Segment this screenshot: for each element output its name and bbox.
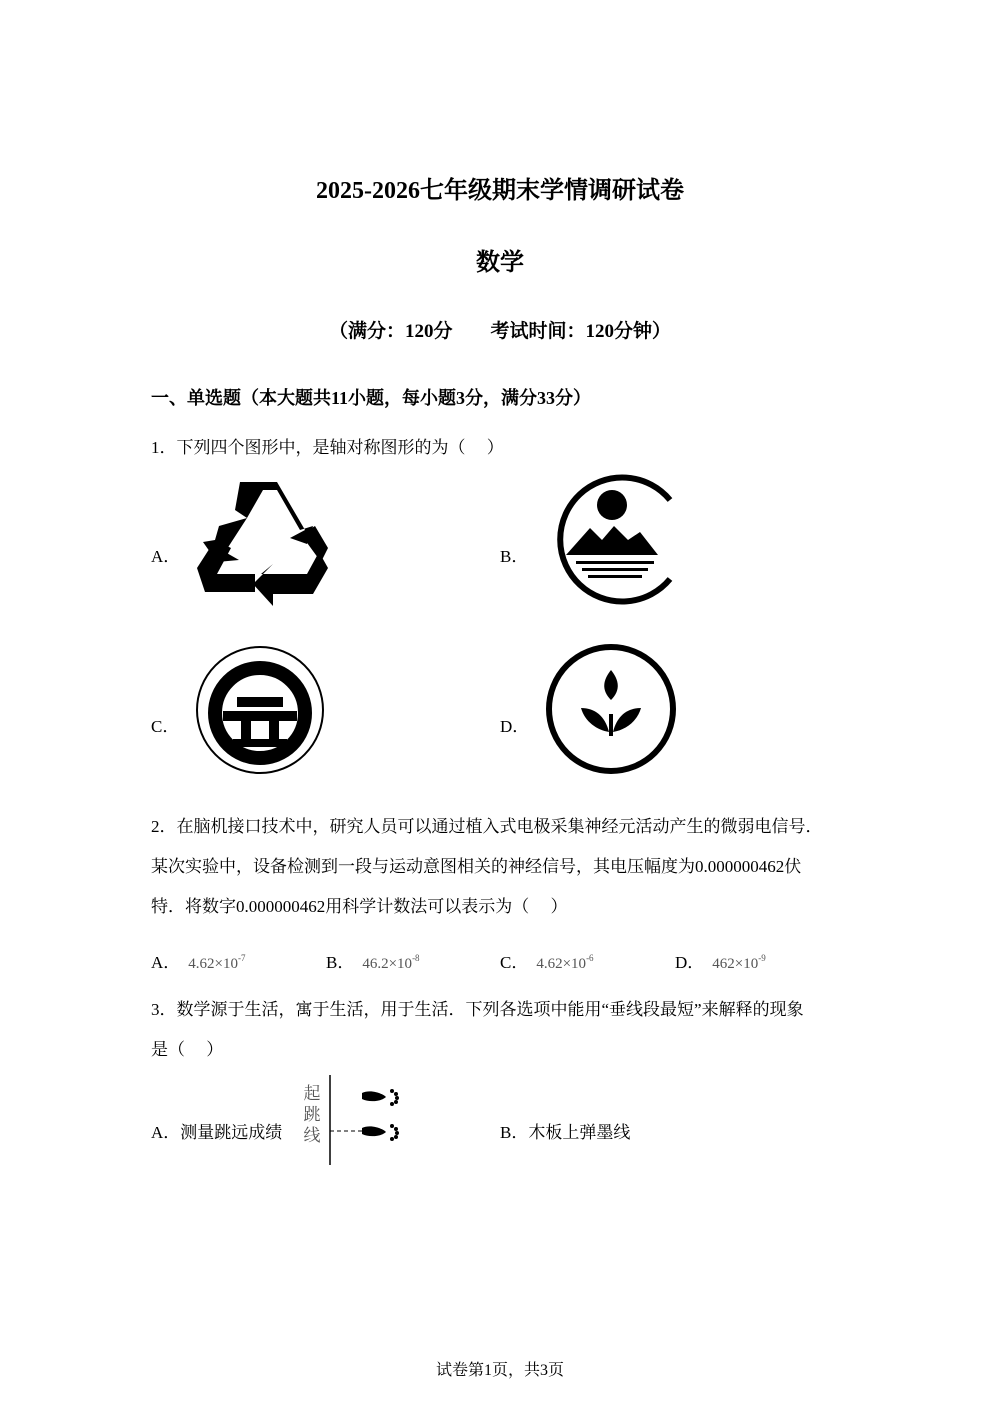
page-footer: 试卷第1页，共3页 [435,1362,564,1379]
question-2-line-1: 2．在脑机接口技术中，研究人员可以通过植入式电极采集神经元活动产生的微弱电信号． [151,817,823,836]
q2-option-a [151,948,246,973]
q2-option-a-label: A． [151,953,181,972]
q2-option-b-label: B． [326,953,355,972]
q2-option-c-label: C． [500,953,529,972]
takeoff-line-label: 起 跳 线 [303,1084,321,1145]
sun-mountain-logo-icon [542,472,677,607]
footprint-diagram [298,1075,408,1167]
q3-option-a-label: A．测量跳远成绩 [151,1123,283,1142]
question-2-line-3: 特．将数字0.000000462用科学计数法可以表示为（ ） [151,897,568,916]
section-heading: 一、单选题（本大题共11小题，每小题3分，满分33分） [151,388,592,408]
question-3-line-2: 是（ ） [151,1040,224,1059]
q2-option-d-label: D． [675,953,705,972]
q2-option-b [326,948,420,973]
q2-option-d [675,948,766,973]
q2-option-a-value: $4.62\times 10^{-7}$ [188,953,246,972]
subject-title: 数学 [476,250,524,276]
q2-option-c [500,948,594,973]
question-2-line-2: 某次实验中，设备检测到一段与运动意图相关的神经信号，其电压幅度为0.000000462伏 [151,857,802,876]
q2-option-b-value: $46.2\times 10^{-8}$ [362,953,420,972]
q2-option-c-value: $4.62\times 10^{-6}$ [536,953,594,972]
sprout-icon [543,642,679,776]
exam-title: 2025-2026七年级期末学情调研试卷 [316,178,684,204]
q1-option-b-label: B． [500,547,529,566]
q1-option-a-label: A． [151,547,181,566]
q3-option-b-label: B．木板上弹墨线 [500,1123,631,1142]
long-jump-figure [298,1075,408,1167]
recycle-icon [195,482,330,607]
exam-meta: （满分：120分 考试时间：120分钟） [328,321,671,342]
q1-option-c-label: C． [151,717,180,736]
q2-option-d-value: $462\times 10^{-9}$ [712,953,766,972]
q1-option-d-label: D． [500,717,530,736]
question-1-stem: 1．下列四个图形中，是轴对称图形的为（ ） [151,438,504,457]
gate-emblem-icon [193,645,328,775]
question-3-line-1: 3．数学源于生活，寓于生活，用于生活．下列各选项中能用“垂线段最短”来解释的现象 [151,1000,804,1019]
